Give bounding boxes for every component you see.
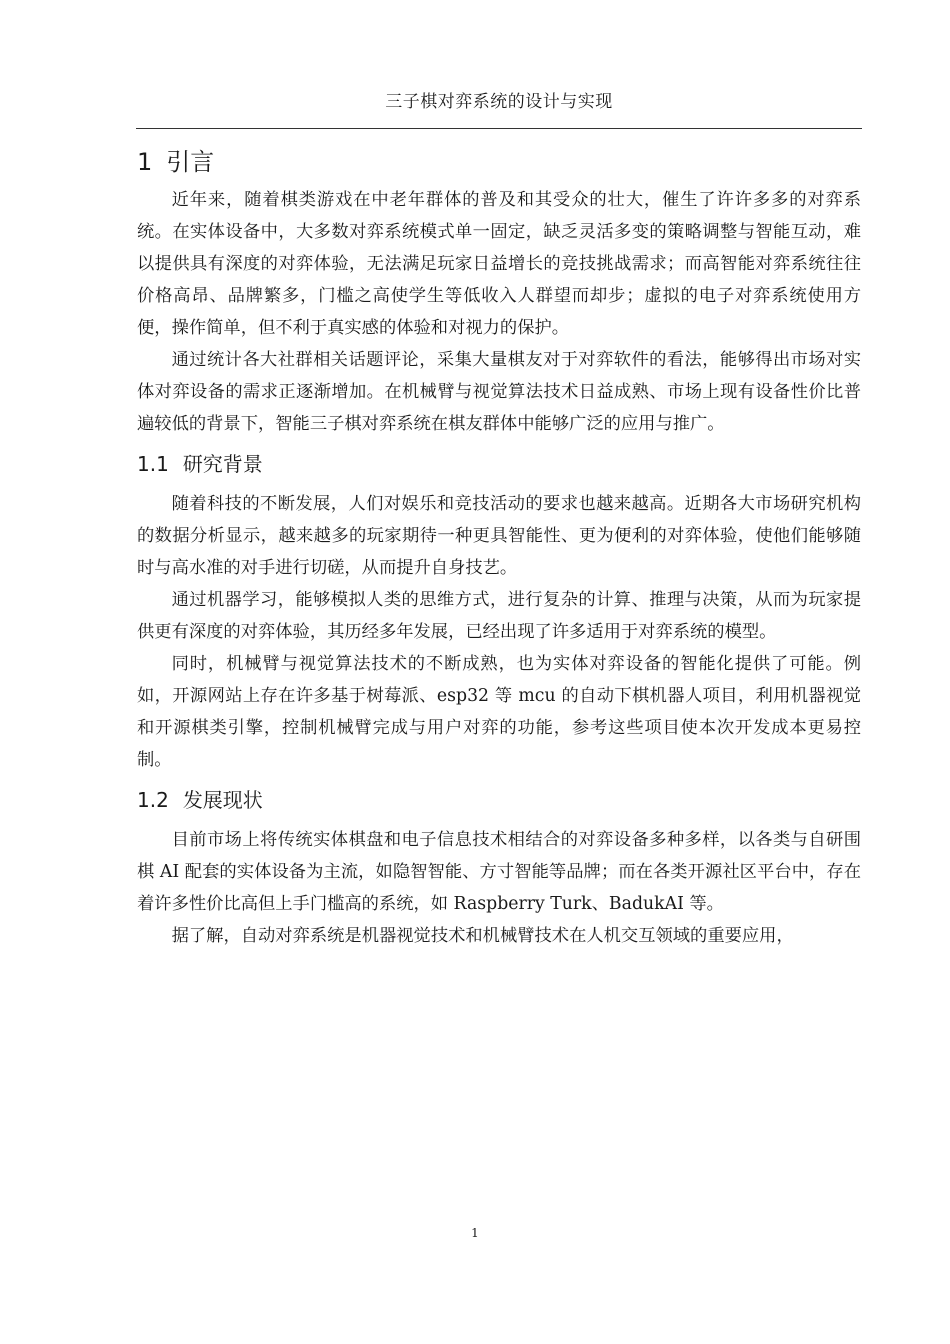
- paragraph: 通过统计各大社群相关话题评论，采集大量棋友对于对弈软件的看法，能够得出市场对实体对弈设备的需求正逐渐增加。在机械臂与视觉算法技术日益成熟、市场上现有设备性价比普遍较低的背景下，智能三子棋对弈系统在棋友群体中能够广泛的应用与推广。: [137, 350, 861, 434]
- running-header: 三子棋对弈系统的设计与实现: [385, 92, 613, 112]
- section-heading-background: [137, 440, 861, 488]
- paragraph: 通过机器学习，能够模拟人类的思维方式，进行复杂的计算、推理与决策，从而为玩家提供更有深度的对弈体验，其历经多年发展，已经出现了许多适用于对弈系统的模型。: [137, 590, 861, 642]
- paragraph: 据了解，自动对弈系统是机器视觉技术和机械臂技术在人机交互领域的重要应用，: [171, 926, 794, 946]
- chapter-heading: [137, 140, 861, 184]
- paragraph: 目前市场上将传统实体棋盘和电子信息技术相结合的对弈设备多种多样，以各类与自研围棋 AI 配套的实体设备为主流，如隐智智能、方寸智能等品牌；而在各类开源社区平台中，存在着许多性价比高但上手门槛高的系统，如 Raspberry Turk、BadukAI 等。: [137, 830, 861, 914]
- paragraph: 同时，机械臂与视觉算法技术的不断成熟，也为实体对弈设备的智能化提供了可能。例如，开源网站上存在许多基于树莓派、esp32 等 mcu 的自动下棋机器人项目，利用机器视觉和开源棋类引擎，控制机械臂完成与用户对弈的功能，参考这些项目使本次开发成本更易控制。: [137, 654, 861, 770]
- section-number: 1.1: [137, 452, 169, 476]
- paragraph: 近年来，随着棋类游戏在中老年群体的普及和其受众的壮大，催生了许许多多的对弈系统。在实体设备中，大多数对弈系统模式单一固定，缺乏灵活多变的策略调整与智能互动，难以提供具有深度的对弈体验，无法满足玩家日益增长的竞技挑战需求；而高智能对弈系统往往价格高昂、品牌繁多，门槛之高使学生等低收入人群望而却步；虚拟的电子对弈系统使用方便，操作简单，但不利于真实感的体验和对视力的保护。: [137, 190, 861, 338]
- header-rule: [136, 128, 862, 129]
- chapter-title: 引言: [166, 148, 215, 176]
- section-title: 发展现状: [182, 788, 263, 812]
- document-body: [137, 140, 861, 952]
- chapter-number: 1: [137, 148, 153, 176]
- page-number: 1: [471, 1226, 479, 1240]
- section-heading-status: [137, 776, 861, 824]
- section-title: 研究背景: [182, 452, 263, 476]
- paragraph: 随着科技的不断发展，人们对娱乐和竞技活动的要求也越来越高。近期各大市场研究机构的数据分析显示，越来越多的玩家期待一种更具智能性、更为便利的对弈体验，使他们能够随时与高水准的对手进行切磋，从而提升自身技艺。: [137, 494, 861, 578]
- section-number: 1.2: [137, 788, 169, 812]
